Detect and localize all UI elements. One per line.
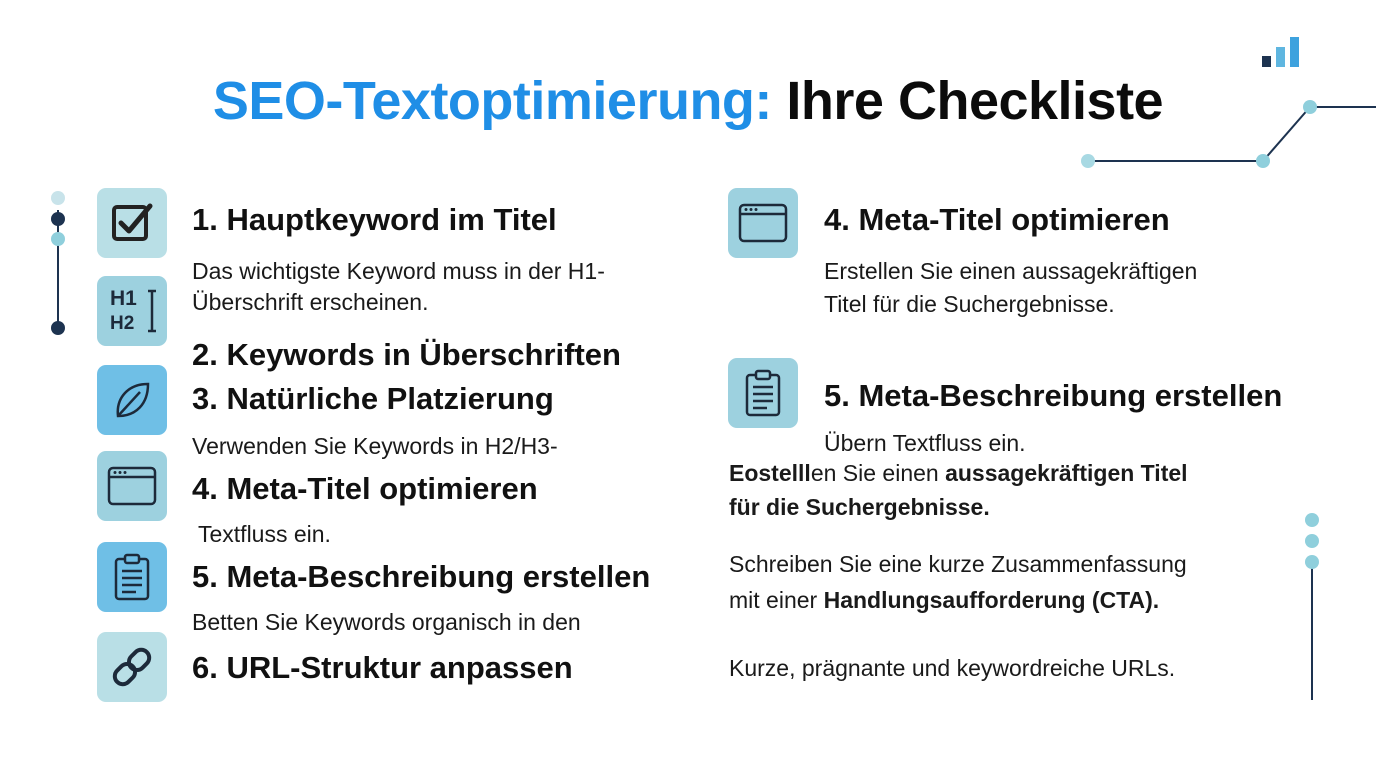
clipboard-icon-right bbox=[728, 358, 798, 428]
right-text-5: Übern Textfluss ein. bbox=[824, 430, 1026, 456]
link-chain-icon bbox=[97, 632, 167, 702]
left-text-5: Betten Sie Keywords organisch in den bbox=[192, 609, 581, 635]
h2-label: H2 bbox=[110, 313, 135, 334]
right-text-4a: Erstellen Sie einen aussagekräftigen bbox=[824, 258, 1198, 284]
right-summary-2 bbox=[729, 584, 1159, 617]
heading-h1-h2-icon bbox=[97, 276, 167, 346]
right-text-line-2: für die Suchergebnisse. bbox=[729, 494, 990, 520]
checkbox-icon bbox=[97, 188, 167, 258]
browser-window-icon bbox=[97, 451, 167, 521]
right-heading-5: 5. Meta-Beschreibung erstellen bbox=[824, 378, 1283, 413]
bar-chart-icon bbox=[1258, 34, 1308, 70]
decor-left-dots bbox=[44, 188, 74, 338]
leaf-icon bbox=[97, 365, 167, 435]
left-heading-1: 1. Hauptkeyword im Titel bbox=[192, 202, 557, 237]
right-heading-4: 4. Meta-Titel optimieren bbox=[824, 202, 1170, 237]
left-heading-2: 2. Keywords in Überschriften bbox=[192, 337, 621, 372]
right-text-4b: Titel für die Suchergebnisse. bbox=[824, 291, 1115, 317]
right-summary-1: Schreiben Sie eine kurze Zusammenfassung bbox=[729, 551, 1187, 577]
right-summary-2b: Handlungsaufforderung (CTA). bbox=[823, 587, 1160, 613]
title-highlight: SEO-Textoptimierung: bbox=[212, 71, 772, 131]
right-url-text: Kurze, prägnante und keywordreiche URLs. bbox=[729, 655, 1176, 681]
left-heading-4: 4. Meta-Titel optimieren bbox=[192, 471, 538, 506]
left-heading-5: 5. Meta-Beschreibung erstellen bbox=[192, 559, 651, 594]
right-text-line-1c: aussagekräftigen Titel bbox=[945, 460, 1188, 486]
right-summary-2a: mit einer bbox=[729, 587, 818, 613]
page-title bbox=[0, 70, 1376, 132]
browser-window-icon-right bbox=[728, 188, 798, 258]
decor-right-dots bbox=[1298, 508, 1328, 703]
left-text-3: Verwenden Sie Keywords in H2/H3- bbox=[192, 433, 558, 459]
clipboard-icon bbox=[97, 542, 167, 612]
left-heading-3: 3. Natürliche Platzierung bbox=[192, 381, 554, 416]
left-heading-6: 6. URL-Struktur anpassen bbox=[192, 650, 573, 685]
h1-label: H1 bbox=[110, 287, 137, 310]
left-text-1a: Das wichtigste Keyword muss in der H1- bbox=[192, 258, 605, 284]
title-rest: Ihre Checkliste bbox=[786, 71, 1164, 131]
left-text-4: Textfluss ein. bbox=[198, 521, 331, 547]
right-text-line-1b: en Sie einen bbox=[810, 460, 939, 486]
right-text-line-1a: Eostelll bbox=[729, 460, 811, 486]
right-text-line-1 bbox=[729, 457, 1188, 490]
left-text-1b: Überschrift erscheinen. bbox=[192, 289, 429, 315]
